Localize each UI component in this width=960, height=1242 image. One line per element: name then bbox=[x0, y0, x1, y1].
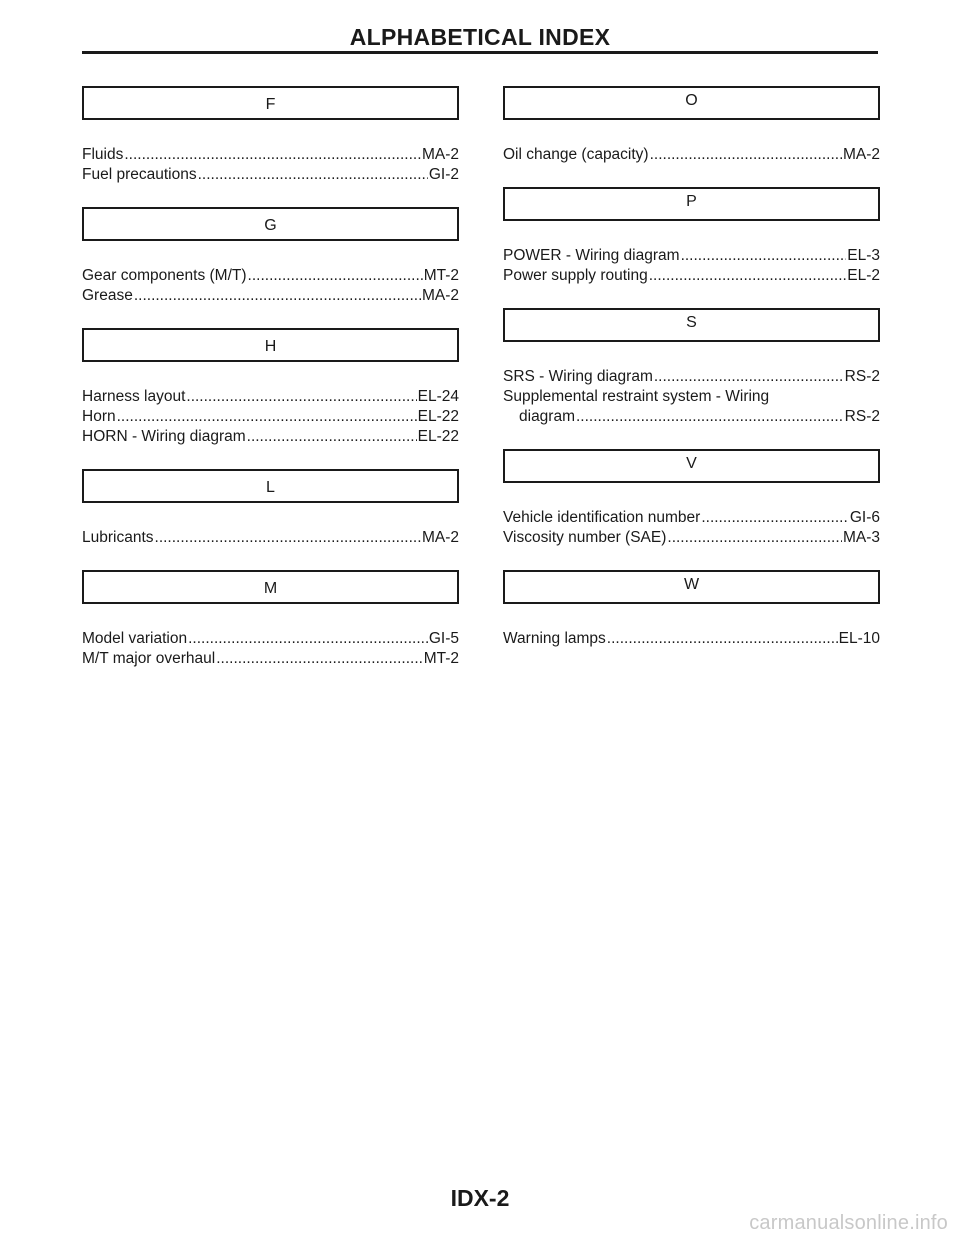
index-entry[interactable] bbox=[82, 145, 459, 165]
entry-title: Fuel precautions bbox=[82, 166, 197, 183]
index-section bbox=[82, 207, 459, 306]
index-entry[interactable] bbox=[82, 528, 459, 548]
entry-title: POWER - Wiring diagram bbox=[503, 247, 680, 264]
entry-continuation bbox=[503, 407, 880, 427]
section-letter-box: F bbox=[82, 86, 459, 120]
index-entry[interactable] bbox=[82, 649, 459, 669]
dot-leader bbox=[607, 629, 838, 649]
index-section bbox=[503, 187, 880, 286]
section-letter-box: V bbox=[503, 449, 880, 483]
index-column-right bbox=[503, 86, 880, 671]
entry-title: Oil change (capacity) bbox=[503, 146, 649, 163]
page-title: ALPHABETICAL INDEX bbox=[349, 24, 611, 50]
section-letter-box: L bbox=[82, 469, 459, 503]
index-entry[interactable] bbox=[503, 145, 880, 165]
entry-title-line1: Supplemental restraint system - Wiring bbox=[503, 388, 770, 405]
entry-title: HORN - Wiring diagram bbox=[82, 428, 246, 445]
dot-leader bbox=[576, 407, 844, 427]
entry-page-ref: EL-10 bbox=[838, 630, 880, 647]
section-letter-box: W bbox=[503, 570, 880, 604]
entry-title: Harness layout bbox=[82, 388, 186, 405]
index-entry[interactable] bbox=[503, 246, 880, 266]
entry-title: Vehicle identification number bbox=[503, 509, 701, 526]
entry-page-ref: MA-2 bbox=[421, 287, 459, 304]
index-section bbox=[503, 308, 880, 427]
entry-page-ref: MA-2 bbox=[421, 529, 459, 546]
entry-title: Grease bbox=[82, 287, 133, 304]
section-letter-box: O bbox=[503, 86, 880, 120]
index-entry-multiline[interactable] bbox=[503, 387, 880, 427]
index-section bbox=[503, 570, 880, 649]
section-letter-box: M bbox=[82, 570, 459, 604]
entry-page-ref: MA-2 bbox=[842, 146, 880, 163]
section-letter-box: H bbox=[82, 328, 459, 362]
index-entry[interactable] bbox=[82, 286, 459, 306]
dot-leader bbox=[188, 629, 428, 649]
entry-page-ref: EL-3 bbox=[847, 247, 880, 264]
entry-page-ref: MT-2 bbox=[423, 267, 459, 284]
index-entry[interactable] bbox=[503, 528, 880, 548]
section-letter-box: S bbox=[503, 308, 880, 342]
header-rule bbox=[82, 51, 878, 54]
index-entry[interactable] bbox=[503, 508, 880, 528]
index-entry[interactable] bbox=[82, 427, 459, 447]
entry-title-line2: diagram bbox=[519, 408, 575, 425]
entry-page-ref: MA-2 bbox=[421, 146, 459, 163]
dot-leader bbox=[667, 528, 842, 548]
dot-leader bbox=[124, 145, 421, 165]
index-section bbox=[82, 86, 459, 185]
entry-page-ref: RS-2 bbox=[844, 408, 880, 425]
dot-leader bbox=[134, 286, 421, 306]
entry-page-ref: GI-2 bbox=[428, 166, 459, 183]
entry-title: Warning lamps bbox=[503, 630, 606, 647]
entry-title: M/T major overhaul bbox=[82, 650, 216, 667]
index-entry[interactable] bbox=[82, 165, 459, 185]
index-entry[interactable] bbox=[82, 266, 459, 286]
dot-leader bbox=[247, 427, 417, 447]
entry-page-ref: EL-24 bbox=[417, 388, 459, 405]
index-column-left bbox=[82, 86, 459, 691]
entry-title: Horn bbox=[82, 408, 116, 425]
watermark: carmanualsonline.info bbox=[749, 1212, 948, 1234]
entry-title: Fluids bbox=[82, 146, 124, 163]
section-letter-box: G bbox=[82, 207, 459, 241]
entry-title: Lubricants bbox=[82, 529, 154, 546]
entry-title: SRS - Wiring diagram bbox=[503, 368, 653, 385]
index-entry[interactable] bbox=[503, 629, 880, 649]
entry-title: Viscosity number (SAE) bbox=[503, 529, 667, 546]
index-entry[interactable] bbox=[82, 407, 459, 427]
entry-page-ref: EL-22 bbox=[417, 408, 459, 425]
dot-leader bbox=[701, 508, 849, 528]
index-section bbox=[82, 469, 459, 548]
dot-leader bbox=[117, 407, 417, 427]
entry-page-ref: EL-22 bbox=[417, 428, 459, 445]
entry-title: Gear components (M/T) bbox=[82, 267, 247, 284]
index-section bbox=[82, 328, 459, 447]
dot-leader bbox=[155, 528, 421, 548]
index-entry[interactable] bbox=[82, 387, 459, 407]
entry-page-ref: RS-2 bbox=[844, 368, 880, 385]
entry-page-ref: GI-6 bbox=[849, 509, 880, 526]
entry-page-ref: GI-5 bbox=[428, 630, 459, 647]
dot-leader bbox=[216, 649, 422, 669]
dot-leader bbox=[198, 165, 428, 185]
dot-leader bbox=[248, 266, 423, 286]
entry-page-ref: MT-2 bbox=[423, 650, 459, 667]
entry-page-ref: EL-2 bbox=[847, 267, 880, 284]
page-number: IDX-2 bbox=[450, 1185, 510, 1211]
dot-leader bbox=[186, 387, 416, 407]
index-entry[interactable] bbox=[503, 266, 880, 286]
dot-leader bbox=[650, 145, 842, 165]
entry-title: Model variation bbox=[82, 630, 188, 647]
index-entry[interactable] bbox=[82, 629, 459, 649]
entry-page-ref: MA-3 bbox=[842, 529, 880, 546]
index-section bbox=[503, 449, 880, 548]
section-letter-box: P bbox=[503, 187, 880, 221]
entry-title: Power supply routing bbox=[503, 267, 648, 284]
dot-leader bbox=[654, 367, 844, 387]
index-section bbox=[503, 86, 880, 165]
index-entry[interactable] bbox=[503, 367, 880, 387]
index-section bbox=[82, 570, 459, 669]
dot-leader bbox=[681, 246, 847, 266]
dot-leader bbox=[649, 266, 847, 286]
